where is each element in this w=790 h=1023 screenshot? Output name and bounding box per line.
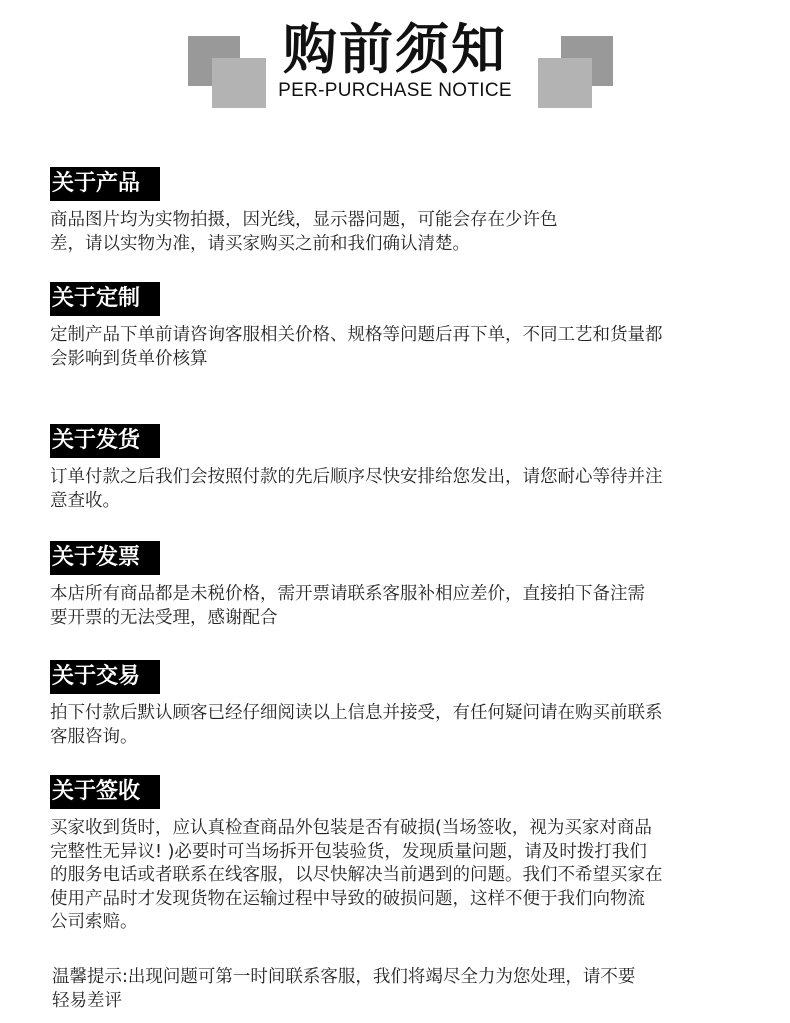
section-label: 关于发货 <box>50 424 160 458</box>
page-subtitle: PER-PURCHASE NOTICE <box>278 80 512 101</box>
warm-tip: 温馨提示:出现问题可第一时间联系客服，我们将竭尽全力为您处理，请不要 轻易差评 <box>52 967 636 1011</box>
section-text: 买家收到货时，应认真检查商品外包装是否有破损(当场签收，视为买家对商品 完整性无异议! )必要时可当场拆开包装验货，发现质量问题，请及时拨打我们 的服务电话或者联系在线客服，以尽快解决当前遇到的问题。我们不希望买家在 使用产品时才发现货物在运输过程中导致的破损问题，这样不便于我们向物流 公司索赔。 <box>50 818 663 932</box>
section-label: 关于签收 <box>50 775 160 809</box>
section-text: 拍下付款后默认顾客已经仔细阅读以上信息并接受，有任何疑问请在购买前联系 客服咨询。 <box>50 703 663 747</box>
section-shipping <box>50 424 740 513</box>
notice-header <box>0 0 790 130</box>
page-title: 购前须知 <box>283 18 507 81</box>
section-invoice <box>50 541 740 630</box>
section-transaction <box>50 660 740 749</box>
section-customization <box>50 282 740 371</box>
section-label: 关于产品 <box>50 167 160 201</box>
section-text: 定制产品下单前请咨询客服相关价格、规格等问题后再下单，不同工艺和货量都 会影响到货单价核算 <box>50 325 663 369</box>
section-text: 本店所有商品都是未税价格，需开票请联系客服补相应差价，直接拍下备注需 要开票的无法受理，感谢配合 <box>50 584 645 628</box>
section-text: 订单付款之后我们会按照付款的先后顺序尽快安排给您发出，请您耐心等待并注 意查收。 <box>50 467 663 511</box>
section-receipt <box>50 775 740 935</box>
section-label: 关于定制 <box>50 282 160 316</box>
section-product <box>50 167 740 256</box>
section-label: 关于发票 <box>50 541 160 575</box>
section-text: 商品图片均为实物拍摄，因光线，显示器问题，可能会存在少许色 差，请以实物为准，请买家购买之前和我们确认清楚。 <box>50 210 558 254</box>
section-label: 关于交易 <box>50 660 160 694</box>
